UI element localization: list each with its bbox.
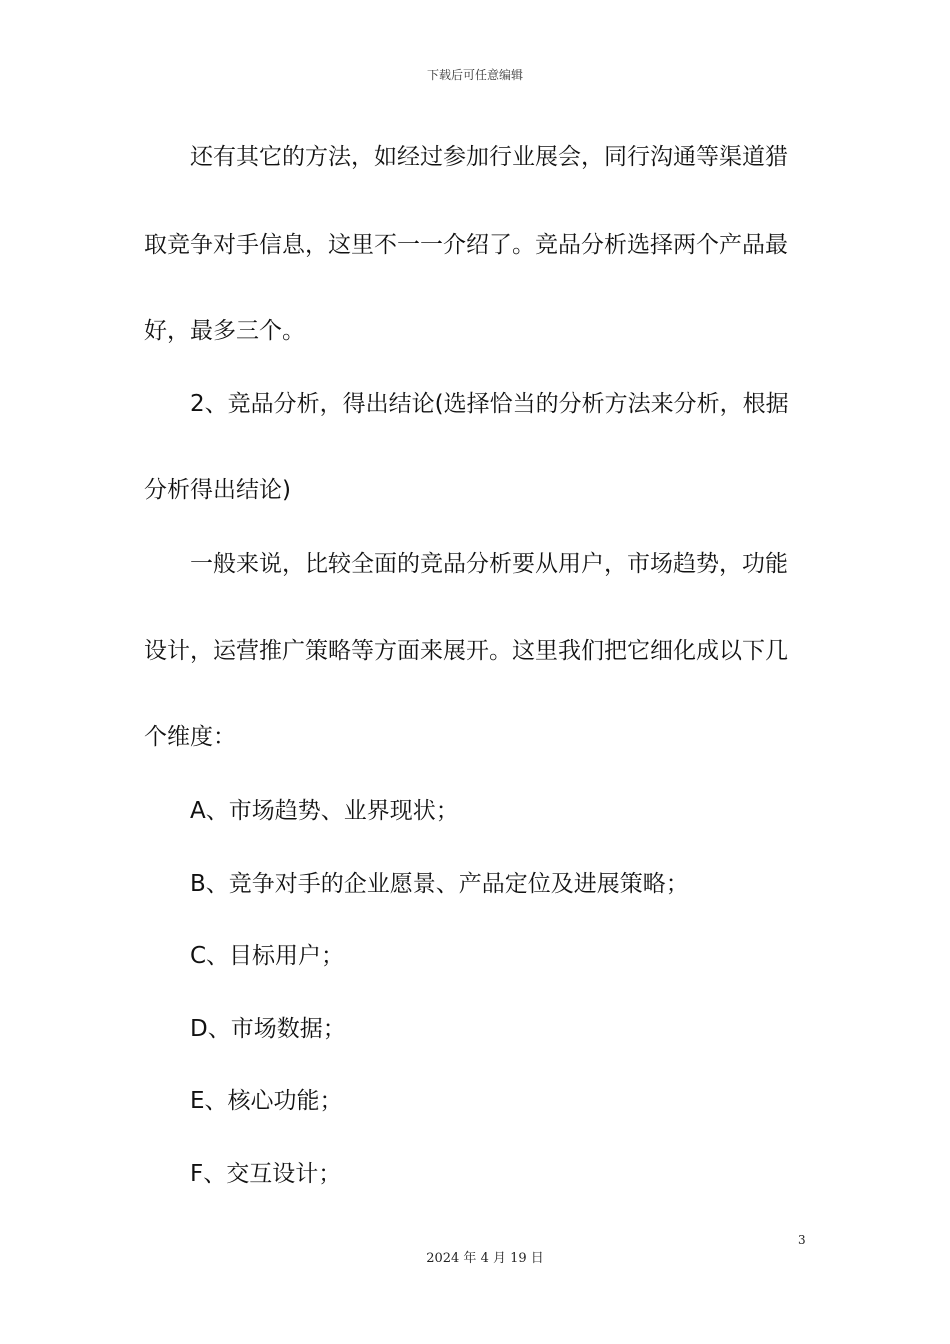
paragraph-3-line-3: 个维度： [144, 724, 236, 750]
list-item-c: C、目标用户； [190, 943, 345, 969]
paragraph-2-line-2: 分析得出结论) [144, 477, 291, 503]
list-item-e: E、核心功能； [190, 1088, 343, 1114]
paragraph-1-line-3: 好，最多三个。 [144, 318, 305, 344]
paragraph-3-line-2: 设计，运营推广策略等方面来展开。这里我们把它细化成以下几 [144, 638, 788, 664]
header-note: 下载后可任意编辑 [426, 68, 523, 82]
list-item-a: A、市场趋势、业界现状； [190, 798, 459, 824]
paragraph-3-line-1: 一般来说，比较全面的竞品分析要从用户，市场趋势，功能 [190, 551, 788, 577]
list-item-d: D、市场数据； [190, 1016, 346, 1042]
paragraph-1-line-2: 取竞争对手信息，这里不一一介绍了。竞品分析选择两个产品最 [144, 232, 788, 258]
footer-date: 2024 年 4 月 19 日 [426, 1251, 544, 1266]
list-item-b: B、竞争对手的企业愿景、产品定位及进展策略； [190, 871, 689, 897]
paragraph-2-line-1: 2、竞品分析，得出结论(选择恰当的分析方法来分析，根据 [190, 391, 789, 417]
page-number: 3 [798, 1233, 806, 1247]
paragraph-1-line-1: 还有其它的方法，如经过参加行业展会，同行沟通等渠道猎 [190, 144, 788, 170]
list-item-f: F、交互设计； [190, 1161, 342, 1187]
